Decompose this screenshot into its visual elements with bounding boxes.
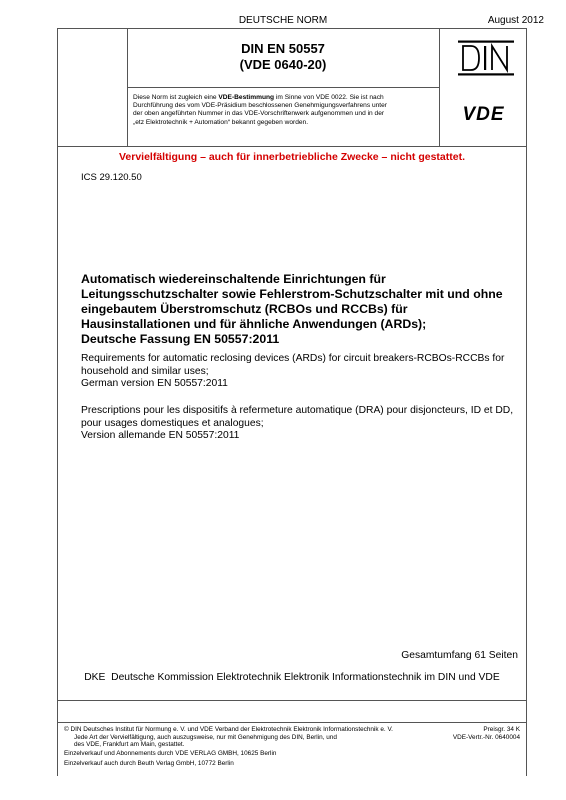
footer-line: Jede Art der Vervielfältigung, auch auszugsweise, nur mit Genehmigung des DIN, Berlin, und (74, 733, 337, 741)
total-pages: Gesamtumfang 61 Seiten (401, 650, 518, 661)
standard-number: DIN EN 50557 (241, 41, 325, 56)
dke-line: DKE Deutsche Kommission Elektrotechnik Elektronik Informationstechnik im DIN und VDE (84, 672, 500, 683)
divider-number-block (127, 87, 439, 88)
footer-line: © DIN Deutsches Institut für Normung e. V. und VDE Verband der Elektrotechnik Elektronik Informationstechnik e. V. (64, 726, 393, 733)
vde-note-emphasis: VDE-Bestimmung (218, 94, 275, 101)
vde-logo: VDE (462, 104, 505, 125)
vde-note-intro: Diese Norm ist zugleich eine (133, 94, 219, 101)
document-title-german (81, 272, 521, 347)
vde-note-line: „etz Elektrotechnik + Automation“ bekannt gegeben worden. (133, 118, 309, 126)
price-group: Preisgr. 34 K (483, 726, 520, 733)
copyright-notice (64, 726, 444, 749)
document-title-french (81, 405, 526, 443)
footer-line: Einzelverkauf auch durch Beuth Verlag GmbH, 10772 Berlin (64, 759, 234, 767)
title-line: Deutsche Fassung EN 50557:2011 (81, 332, 280, 346)
footer-line: des VDE, Frankfurt am Main, gestattet. (74, 741, 185, 749)
divider-footer (57, 722, 527, 723)
vde-note (133, 94, 435, 127)
publication-date: August 2012 (487, 15, 544, 26)
vde-classification: (VDE 0640-20) (239, 57, 327, 72)
title-line: household and similar uses; (81, 365, 209, 377)
divider-header-bottom (57, 146, 527, 147)
ics-code: ICS 29.120.50 (81, 172, 142, 183)
vde-note-line: Durchführung des vom VDE-Präsidium beschlossenen Genehmigungsverfahrens unter (133, 102, 387, 110)
vde-note-line: der oben angeführten Nummer in das VDE-Vorschriftenwerk aufgenommen und in der (133, 110, 385, 118)
title-line: Prescriptions pour les dispositifs à refermeture automatique (DRA) pour disjoncteurs, ID et DD, (81, 405, 514, 416)
title-line: German version EN 50557:2011 (81, 378, 228, 389)
title-line: Version allemande EN 50557:2011 (81, 430, 240, 441)
title-line: Requirements for automatic reclosing devices (ARDs) for circuit breakers-RCBOs-RCCBs for (81, 353, 505, 364)
title-line: Leitungsschutzschalter sowie Fehlerstrom-Schutzschalter mit und ohne (81, 287, 503, 301)
document-type-label: DEUTSCHE NORM (238, 15, 328, 26)
document-title-english (81, 353, 526, 391)
divider-dke (57, 700, 527, 701)
din-logo (457, 40, 515, 76)
title-line: Hausinstallationen und für ähnliche Anwendungen (ARDs); (81, 317, 427, 331)
sales-info (64, 750, 444, 767)
reproduction-notice: Vervielfältigung – auch für innerbetriebliche Zwecke – nicht gestattet. (118, 151, 465, 163)
title-line: pour usages domestiques et analogues; (81, 417, 264, 429)
order-number: VDE-Vertr.-Nr. 0640004 (452, 734, 520, 741)
vde-note-line: im Sinne von VDE 0022. Sie ist nach (274, 94, 384, 101)
title-line: eingebautem Überstromschutz (RCBOs und RCCBs) für (81, 302, 408, 316)
divider-logo-column (439, 28, 440, 146)
title-line: Automatisch wiedereinschaltende Einrichtungen für (81, 272, 386, 286)
footer-line: Einzelverkauf und Abonnements durch VDE VERLAG GMBH, 10625 Berlin (64, 750, 277, 757)
